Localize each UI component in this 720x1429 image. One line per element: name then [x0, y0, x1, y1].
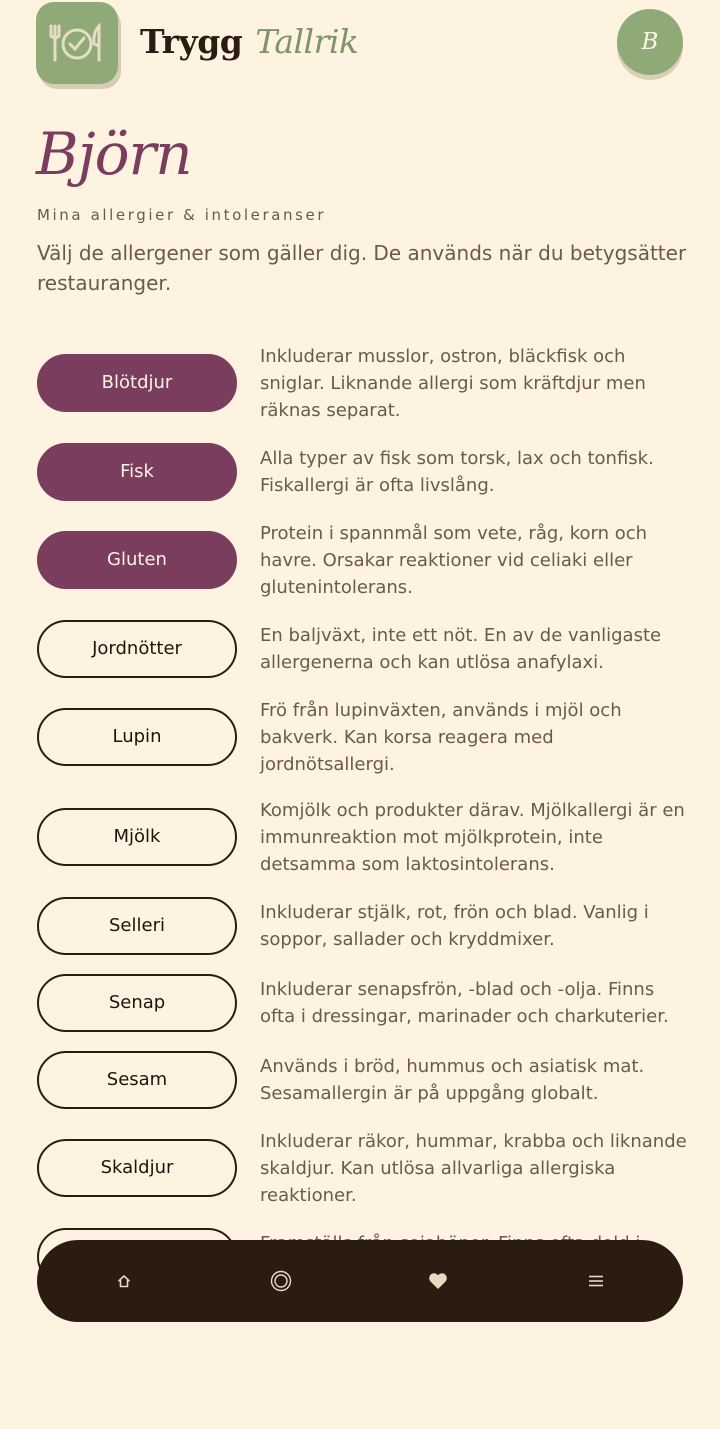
allergen-pill-blotdjur[interactable]: Blötdjur — [37, 354, 237, 412]
brand-first: Trygg — [140, 22, 243, 61]
allergen-pill-fisk[interactable]: Fisk — [37, 443, 237, 501]
intro-text: Välj de allergener som gäller dig. De används när du betygsätter restauranger. — [37, 241, 687, 295]
allergen-description: Alla typer av fisk som torsk, lax och tonfisk. Fiskallergi är ofta livslång. — [260, 448, 654, 496]
page-title: Björn — [36, 120, 192, 188]
nav-home[interactable] — [84, 1240, 164, 1322]
allergen-description: Frö från lupinväxten, används i mjöl och bakverk. Kan korsa reagera med jordnötsallergi. — [260, 700, 622, 775]
allergen-description: Inkluderar senapsfrön, -blad och -olja. Finns ofta i dressingar, marinader och charkuterier. — [260, 979, 669, 1027]
avatar[interactable]: B — [617, 9, 683, 75]
allergen-description: Inkluderar musslor, ostron, bläckfisk och sniglar. Liknande allergi som kräftdjur men räknas separat. — [260, 346, 646, 421]
allergen-description: Används i bröd, hummus och asiatisk mat. Sesamallergin är på uppgång globalt. — [260, 1056, 645, 1104]
bottom-nav — [37, 1240, 683, 1322]
nav-discover[interactable] — [241, 1240, 321, 1322]
section-subtitle: Mina allergier & intoleranser — [37, 206, 327, 224]
allergen-description: Komjölk och produkter därav. Mjölkallergi är en immunreaktion mot mjölkprotein, inte detsamma som laktosintolerans. — [260, 800, 685, 875]
allergen-pill-jordnotter[interactable]: Jordnötter — [37, 620, 237, 678]
allergen-pill-lupin[interactable]: Lupin — [37, 708, 237, 766]
allergen-pill-skaldjur[interactable]: Skaldjur — [37, 1139, 237, 1197]
allergen-pill-mjolk[interactable]: Mjölk — [37, 808, 237, 866]
allergen-description: Inkluderar räkor, hummar, krabba och liknande skaldjur. Kan utlösa allvarliga allergiska reaktioner. — [260, 1131, 687, 1206]
allergen-pill-senap[interactable]: Senap — [37, 974, 237, 1032]
nav-favorites[interactable] — [398, 1240, 478, 1322]
allergen-description: En baljväxt, inte ett nöt. En av de vanligaste allergenerna och kan utlösa anafylaxi. — [260, 625, 662, 673]
nav-menu[interactable] — [556, 1240, 636, 1322]
allergen-pill-sesam[interactable]: Sesam — [37, 1051, 237, 1109]
allergen-description: Inkluderar stjälk, rot, frön och blad. Vanlig i soppor, sallader och kryddmixer. — [260, 902, 649, 950]
home-icon — [116, 1273, 132, 1289]
allergen-pill-selleri[interactable]: Selleri — [37, 897, 237, 955]
allergen-description: Protein i spannmål som vete, råg, korn och havre. Orsakar reaktioner vid celiaki eller glutenintolerans. — [260, 523, 648, 598]
target-icon — [270, 1270, 292, 1292]
heart-icon — [428, 1272, 448, 1290]
brand-second: Tallrik — [255, 22, 359, 61]
allergen-pill-gluten[interactable]: Gluten — [37, 531, 237, 589]
menu-icon — [588, 1274, 604, 1288]
